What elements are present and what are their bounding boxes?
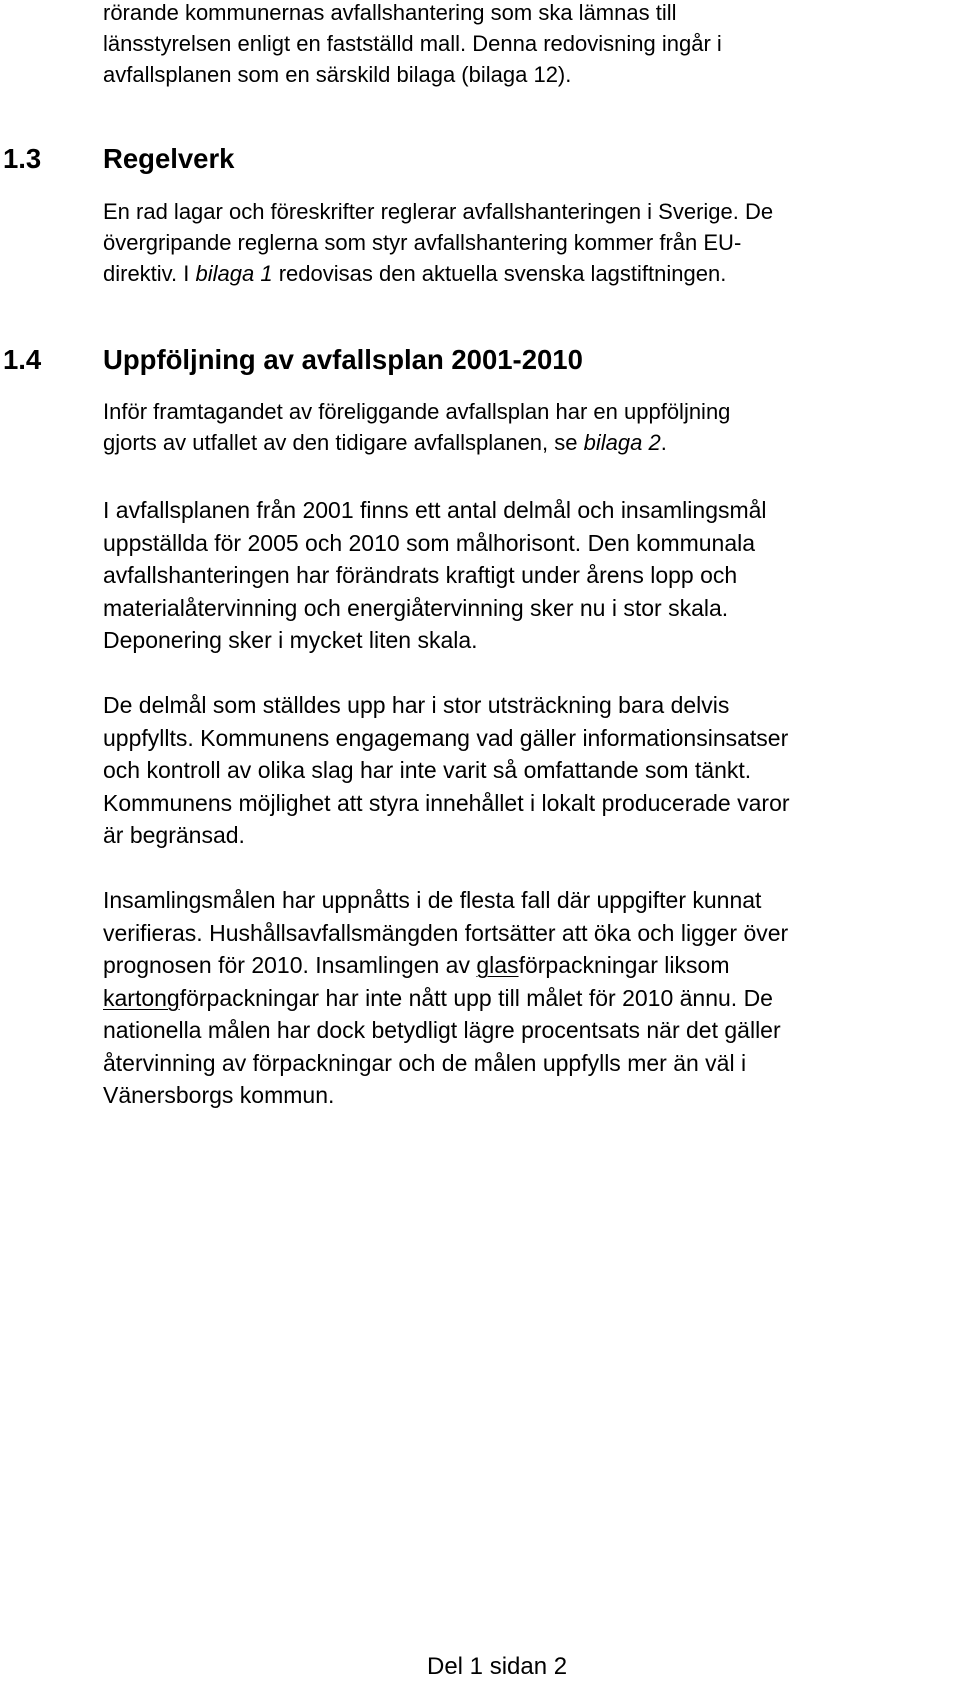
- paragraph-line: prognosen för 2010. Insamlingen av glasförpackningar liksom: [103, 952, 730, 978]
- paragraph-line: övergripande reglerna som styr avfallshantering kommer från EU-: [103, 230, 742, 255]
- paragraph-line: Inför framtagandet av föreliggande avfallsplan har en uppföljning: [103, 399, 731, 424]
- paragraph-line: Vänersborgs kommun.: [103, 1082, 335, 1108]
- paragraph-line: direktiv. I bilaga 1 redovisas den aktuella svenska lagstiftningen.: [103, 261, 727, 286]
- section-1-3-heading: [0, 143, 960, 177]
- paragraph-line: avfallshanteringen har förändrats kraftigt under årens lopp och: [103, 562, 738, 588]
- paragraph-line: gjorts av utfallet av den tidigare avfallsplanen, se bilaga 2.: [103, 430, 667, 455]
- section-1-4-heading: [0, 344, 960, 378]
- paragraph-line: kartongförpackningar har inte nått upp till målet för 2010 ännu. De: [103, 984, 773, 1011]
- bilaga-reference: bilaga 1: [195, 261, 273, 286]
- section-title: Uppföljning av avfallsplan 2001-2010: [103, 344, 583, 375]
- section-title: Regelverk: [103, 143, 235, 174]
- paragraph-line: Insamlingsmålen har uppnåtts i de flesta fall där uppgifter kunnat: [103, 887, 762, 913]
- page-footer: Del 1 sidan 2: [427, 1653, 568, 1680]
- paragraph-line: verifieras. Hushållsavfallsmängden fortsätter att öka och ligger över: [103, 919, 789, 946]
- section-1-3-paragraph: [103, 196, 903, 289]
- section-number: 1.3: [3, 143, 42, 174]
- paragraph-line: och kontroll av olika slag har inte varit så omfattande som tänkt.: [103, 757, 752, 783]
- paragraph-line: nationella målen har dock betydligt lägre procentsats när det gäller: [103, 1017, 781, 1043]
- paragraph-line: En rad lagar och föreskrifter reglerar avfallshanteringen i Sverige. De: [103, 199, 774, 224]
- paragraph-line: återvinning av förpackningar och de målen uppfylls mer än väl i: [103, 1049, 747, 1076]
- paragraph-line: I avfallsplanen från 2001 finns ett antal delmål och insamlingsmål: [103, 497, 767, 523]
- paragraph-line: uppställda för 2005 och 2010 som målhorisont. Den kommunala: [103, 529, 756, 556]
- intro-paragraph: [103, 0, 903, 90]
- paragraph-line: De delmål som ställdes upp har i stor utsträckning bara delvis: [103, 692, 730, 718]
- intro-line: avfallsplanen som en särskild bilaga (bilaga 12).: [103, 62, 572, 87]
- section-1-4-paragraph-2: [103, 494, 903, 657]
- bilaga-reference: bilaga 2: [583, 430, 661, 455]
- paragraph-line: är begränsad.: [103, 822, 245, 848]
- paragraph-line: uppfyllts. Kommunens engagemang vad gäller informationsinsatser: [103, 724, 789, 751]
- paragraph-line: Deponering sker i mycket liten skala.: [103, 627, 478, 653]
- paragraph-line: materialåtervinning och energiåtervinning sker nu i stor skala.: [103, 594, 729, 621]
- underlined-word: kartong: [103, 984, 180, 1011]
- section-1-4-paragraph-3: [103, 689, 903, 852]
- paragraph-line: Kommunens möjlighet att styra innehållet i lokalt producerade varor: [103, 789, 790, 816]
- section-number: 1.4: [3, 344, 42, 375]
- intro-line: rörande kommunernas avfallshantering som ska lämnas till: [103, 0, 677, 25]
- section-1-4-paragraph-4: [103, 884, 903, 1112]
- underlined-word: glas: [476, 952, 519, 978]
- intro-line: länsstyrelsen enligt en fastställd mall. Denna redovisning ingår i: [103, 31, 722, 56]
- section-1-4-paragraph-1: [103, 396, 903, 458]
